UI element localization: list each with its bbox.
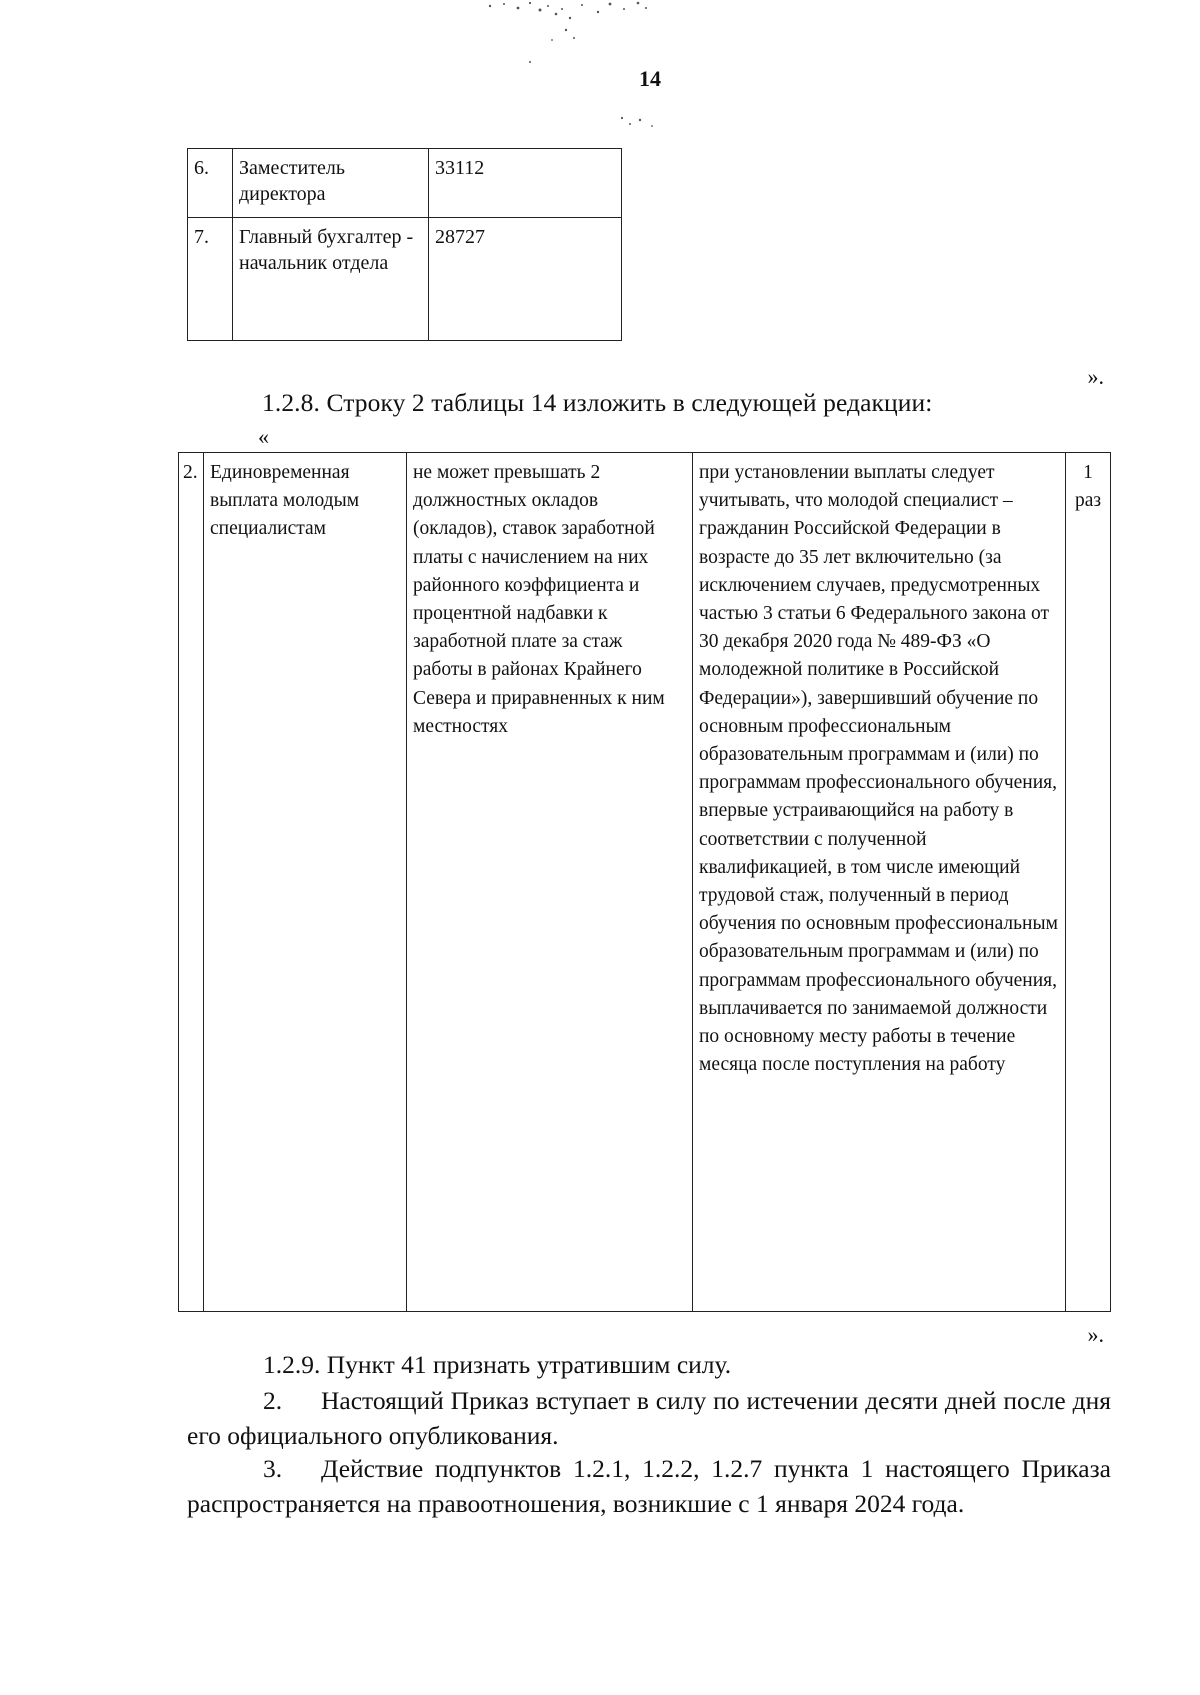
table-row [188,149,622,218]
position-cell: Заместитель директора [233,149,429,218]
page-number: 14 [639,66,661,91]
table-row [179,453,1111,1312]
row-number: 6. [188,149,233,218]
salary-cell: 28727 [429,218,622,341]
paragraph-1-2-9 [187,1347,1111,1382]
paragraph-number: 2. [263,1386,283,1415]
row-number: 7. [188,218,233,341]
opening-quote: « [258,424,269,449]
salary-cell: 33112 [429,149,622,218]
amendment-instruction: 1.2.8. Строку 2 таблицы 14 изложить в следующей редакции: [262,388,933,417]
paragraph-text: Действие подпунктов 1.2.1, 1.2.2, 1.2.7 пункта 1 настоящего Приказа распространяется на правоотношения, возникшие с 1 января 2024 года. [187,1454,1111,1518]
scan-noise-mark [470,0,730,140]
payment-amount-cell: не может превышать 2 должностных окладов (окладов), ставок заработной платы с начислением на них районного коэффициента и процентной надбавки к заработной плате за стаж работы в районах Крайнего Севера и приравненных к ним местностях [407,453,693,1312]
salary-table [187,148,622,341]
position-cell: Главный бухгалтер - начальник отдела [233,218,429,341]
table-row [188,218,622,341]
closing-quote: ». [1087,364,1104,389]
paragraph-text: 1.2.9. Пункт 41 признать утратившим силу. [263,1350,732,1379]
payment-table [178,452,1111,1312]
paragraph-text: Настоящий Приказ вступает в силу по истечении десяти дней после дня его официального опубликования. [187,1386,1111,1450]
paragraph-2 [187,1383,1111,1453]
paragraph-number: 3. [263,1454,283,1483]
payment-name-cell: Единовременная выплата молодым специалистам [204,453,407,1312]
closing-quote: ». [1087,1322,1104,1347]
row-number: 2. [179,453,204,1312]
paragraph-3 [187,1451,1111,1521]
payment-condition-cell: при установлении выплаты следует учитывать, что молодой специалист – гражданин Российской Федерации в возрасте до 35 лет включительно (за исключением случаев, предусмотренных частью 3 статьи 6 Федерального закона от 30 декабря 2020 года № 489-ФЗ «О молодежной политике в Российской Федерации»), завершивший обучение по основным профессиональным образовательным программам и (или) по программам профессионального обучения, впервые устраивающийся на работу в соответствии с полученной квалификацией, в том числе имеющий трудовой стаж, полученный в период обучения по основным профессиональным образовательным программам и (или) по программам профессионального обучения, выплачивается по занимаемой должности по основному месту работы в течение месяца после поступления на работу [693,453,1066,1312]
payment-frequency-cell: 1 раз [1066,453,1111,1312]
